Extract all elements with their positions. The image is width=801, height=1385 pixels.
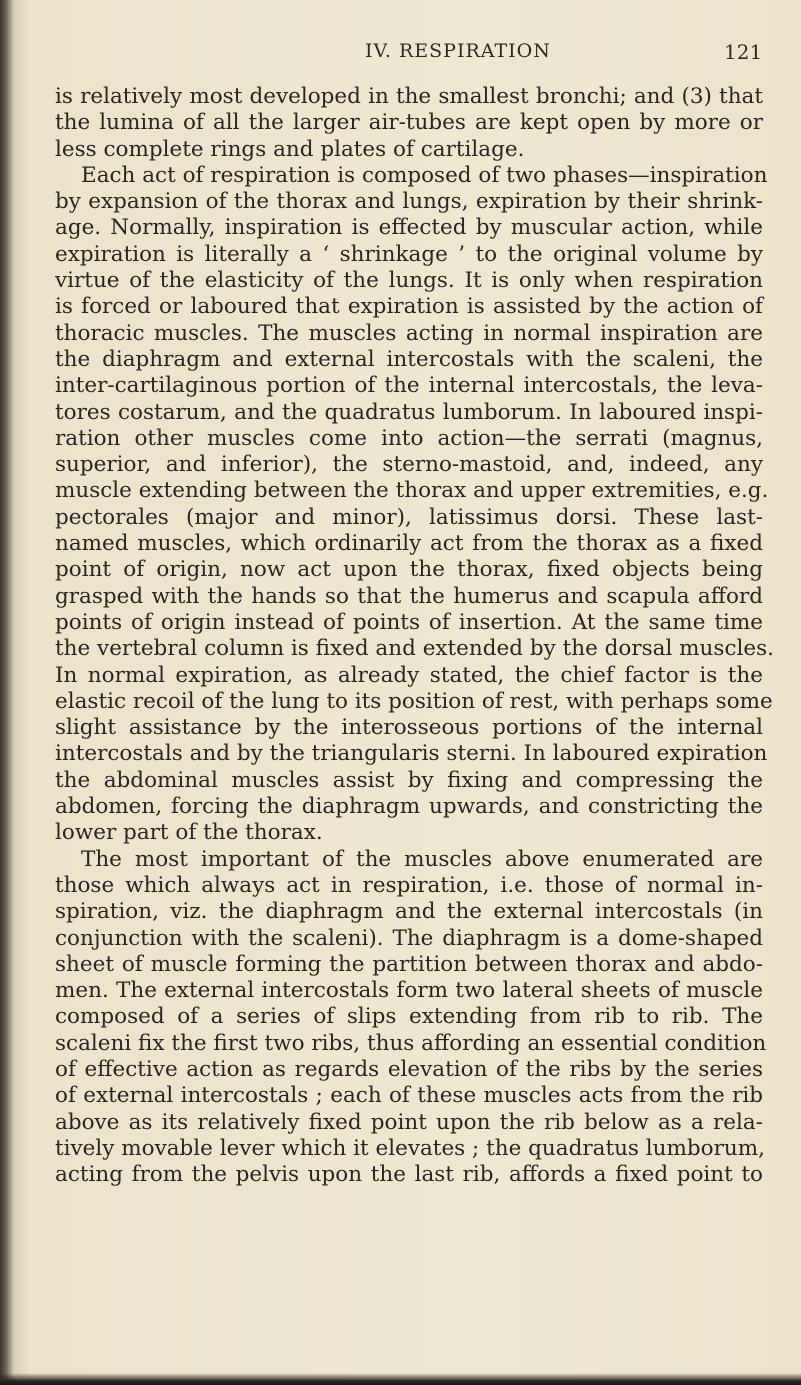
text-line: those which always act in respiration, i.e. those of normal in- [55, 872, 763, 898]
text-line: of effective action as regards elevation of the ribs by the series [55, 1056, 763, 1082]
text-line: sheet of muscle forming the partition between thorax and abdo- [55, 951, 763, 977]
text-line: pectorales (major and minor), latissimus dorsi. These last- [55, 504, 763, 530]
text-line: muscle extending between the thorax and upper extremities, e.g. [55, 478, 769, 504]
text-line: of external intercostals ; each of these muscles acts from the rib [55, 1083, 763, 1109]
text-line: ration other muscles come into action—the serrati (magnus, [55, 425, 763, 451]
text-line: scaleni fix the first two ribs, thus affording an essential condition [55, 1030, 767, 1056]
text-line: points of origin instead of points of insertion. At the same time [55, 609, 763, 635]
text-line: the abdominal muscles assist by fixing and compressing the [55, 767, 763, 793]
text-line: In normal expiration, as already stated, the chief factor is the [55, 662, 763, 688]
text-line: is relatively most developed in the smallest bronchi; and (3) that [55, 84, 763, 109]
page-number: 121 [724, 40, 763, 64]
text-line: the diaphragm and external intercostals with the scaleni, the [55, 346, 763, 372]
page-header [0, 40, 801, 70]
text-line: elastic recoil of the lung to its position of rest, with perhaps some [55, 688, 773, 714]
text-line: named muscles, which ordinarily act from the thorax as a fixed [55, 531, 763, 557]
text-line: the lumina of all the larger air-tubes are kept open by more or [55, 110, 763, 136]
text-line: intercostals and by the triangularis sterni. In laboured expiration [55, 741, 768, 767]
text-line: inter-cartilaginous portion of the internal intercostals, the leva- [55, 373, 763, 399]
text-line: slight assistance by the interosseous portions of the internal [55, 715, 763, 741]
text-line: spiration, viz. the diaphragm and the external intercostals (in [55, 899, 763, 925]
text-line: by expansion of the thorax and lungs, expiration by their shrink- [55, 189, 763, 215]
text-line: composed of a series of slips extending from rib to rib. The [55, 1004, 763, 1030]
text-line: men. The external intercostals form two lateral sheets of muscle [55, 978, 763, 1004]
text-line: The most important of the muscles above enumerated are [81, 846, 763, 872]
text-line: point of origin, now act upon the thorax, fixed objects being [55, 557, 763, 583]
text-line: acting from the pelvis upon the last rib, affords a fixed point to [55, 1162, 763, 1188]
text-line: age. Normally, inspiration is effected by muscular action, while [55, 215, 763, 241]
running-head: IV. RESPIRATION [365, 40, 551, 62]
text-line: lower part of the thorax. [55, 820, 323, 846]
text-line: tively movable lever which it elevates ; the quadratus lumborum, [55, 1135, 765, 1161]
text-line: virtue of the elasticity of the lungs. It is only when respiration [55, 268, 763, 294]
text-line: is forced or laboured that expiration is assisted by the action of [55, 294, 763, 320]
text-line: the vertebral column is fixed and extended by the dorsal muscles. [55, 636, 774, 662]
text-line: above as its relatively fixed point upon the rib below as a rela- [55, 1109, 763, 1135]
text-line: superior, and inferior), the sterno-mastoid, and, indeed, any [55, 452, 763, 478]
text-line: less complete rings and plates of cartilage. [55, 136, 525, 162]
text-line: Each act of respiration is composed of two phases—inspiration [81, 162, 768, 188]
text-line: grasped with the hands so that the humerus and scapula afford [55, 583, 763, 609]
body-text [55, 84, 774, 1188]
text-line: abdomen, forcing the diaphragm upwards, and constricting the [55, 794, 763, 820]
text-line: conjunction with the scaleni). The diaphragm is a dome-shaped [55, 925, 763, 951]
text-line: tores costarum, and the quadratus lumborum. In laboured inspi- [55, 399, 763, 425]
text-line: thoracic muscles. The muscles acting in normal inspiration are [55, 320, 763, 346]
text-line: expiration is literally a ‘ shrinkage ’ to the original volume by [55, 241, 763, 267]
page-bottom-shadow [0, 1373, 801, 1385]
